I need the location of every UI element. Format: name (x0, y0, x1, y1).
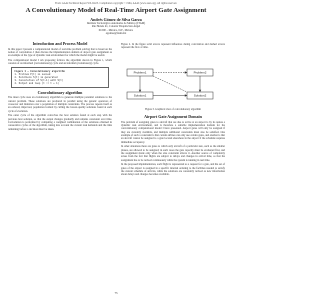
right-column-body (121, 108, 225, 178)
figure-1-line: 3. Convolution of S(t-1) with S(t) (14, 78, 64, 82)
figure-2-caption: Figure 2. In the figure solid arrows represent influences during convolution and dashed arrows represent the flow of time. (121, 42, 225, 49)
affiliation-line: Instituto Tecnológico Autónomo de México (ITAM) (86, 22, 146, 25)
paper-title: A Convolutionary Model of Real-Time Airport Gate Assignment (25, 7, 207, 14)
figure-1-algorithm-box (11, 67, 109, 88)
problem1-label: Problem1 (133, 70, 147, 75)
figure-3-caption: Figure 3. Graphical view of convolutionary algorithm (145, 108, 201, 111)
arrowhead (139, 90, 141, 92)
paragraph: The problem of assigning gates to aircraft that are due to arrive at an airport is by its nature a dynamic task environment, and is therefore a suitable implementation domain for the convolutionary computational model I have presented. Airport gates will only be assigned if they are currently available, and multiple additional constraints must also be satisfied. One example of such a constraint is that certain airlines can only use certain gates, and another is that an aircraft cannot be assigned to a gate located elsewhere in the airport if the schedule requires immediate occupancy. (121, 120, 225, 144)
section-heading-convolutionary-algorithm: Convolutionary algorithm (37, 89, 83, 95)
figure-1-line: 2. Solutions S(t) is generated (14, 75, 58, 79)
right-column (121, 40, 225, 52)
diagonal-arrow (153, 76, 187, 92)
figure-1-line: 4. Output and loop (t := t + 1) (14, 82, 59, 86)
figure-3-diagram (121, 66, 225, 106)
arrowhead (185, 94, 187, 96)
paragraph: The inner cycle uses an evolutionary algorithm to generate multiple potential solutions to the current problem. These solutions are produced in parallel using the genetic operators of crossover and mutation over a population of multiple constraints. The process repeats itself as an ordered, improved, population formed by culling the lowest-quality solutions found at each cycle of evolution. (8, 96, 112, 113)
author-name: Andrés Gómez de Silva Garza (90, 17, 142, 22)
section-heading-airport-domain: Airport Gate Assignment Domain (144, 114, 202, 120)
section-heading-introduction: Introduction and Process Model (32, 41, 88, 46)
figure-1-line: Figure 1 — Convolutionary algorithm (14, 69, 65, 73)
affiliation-line: Río Hondo #1, Colonia Tizapán-San Ángel (91, 25, 141, 29)
page-number: 73 (114, 292, 118, 295)
copyright-header: From: AAAI Technical Report WS-94-03. Compilation copyright © 1994, AAAI (www.aaai.org). All rights reserved. (55, 2, 177, 5)
paragraph: The computational model I am proposing follows the algorithm shown in Figure 1, which consists of an informed (convolutionary) cycle and an informal (evolutionary) cycle. (8, 58, 112, 66)
figure-1-line: 1. Problem P(t) is sensed (14, 72, 51, 76)
paragraph: In this paper I present a computational model of real-time problem solving that is based on the notion of convolution. I then discuss the implementation domain of airport gate assignment as an example of the type of dynamic task environment for which the model might be useful. (8, 47, 112, 58)
solution1-label: Solution1 (133, 93, 147, 98)
paragraph: The outer cycle of the algorithm convolves the best solution found at each step with the previous best solution, so that the output changes gradually and remains consistent over time. Convolution is performed by computing a weighted combination of the solutions obtained in consecutive cycles of the algorithm, taking into account the current task demands and the time remaining before a decision must be taken. (8, 114, 112, 131)
paragraph: In the proposed implementation, each flight is represented as a request for a gate, and the set of gates of the airport is assigned in a specific internal ordering to the facilities needed to satisfy the current schedule of arrivals, while the solutions are constantly revised as new information about delays and changes becomes available. (121, 163, 225, 177)
affiliation-block (8, 22, 224, 35)
left-column (8, 40, 112, 132)
affiliation-line: 01000 – México, D.F., México (98, 28, 134, 32)
arrowhead (199, 90, 201, 92)
problem2-label: Problem2 (193, 70, 207, 75)
solution2-label: Solution2 (193, 93, 207, 98)
paragraph: In other situations there are gates to which only aircraft of a particular size, such as the smaller planes, are allowed to be assigned; in such cases the gate capacity must be evaluated first, and the assignment made only when the size constraint allows it. Another source of complexity arises from the fact that flights are subject to delays and changes in arrival time, so that the assignment has to be revised continuously while the system is running in real time. (121, 145, 225, 162)
affiliation-email: agomez@itam.mx (105, 31, 127, 35)
arrowhead (185, 71, 187, 73)
